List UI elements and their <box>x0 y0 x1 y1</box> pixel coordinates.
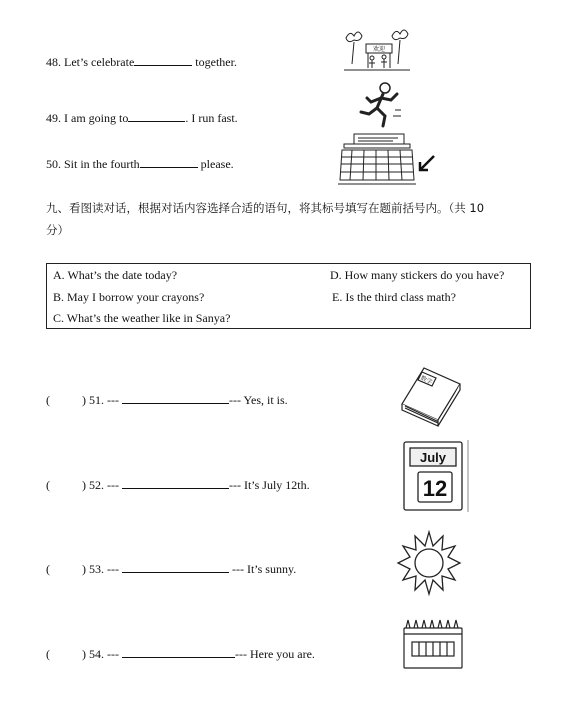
question-50 <box>46 156 234 172</box>
question-50-text: 50. Sit in the fourth <box>46 157 140 171</box>
answer-blank-48[interactable] <box>134 54 192 66</box>
question-48-tail: together. <box>192 55 237 69</box>
banner-text: 欢迎 <box>372 46 386 53</box>
dialogue-blank-53[interactable] <box>122 561 229 573</box>
book-label: 数学 <box>419 374 434 387</box>
question-50-tail: please. <box>197 157 234 171</box>
dialogue-blank-54[interactable] <box>122 646 235 658</box>
question-49-tail: . I run fast. <box>185 111 238 125</box>
option-a: A. What’s the date today? <box>53 268 178 282</box>
section-9-heading: 九、看图读对话，根据对话内容选择合适的语句，将其标号填写在题前括号内。（共 10 <box>46 201 485 215</box>
question-48-text: 48. Let’s celebrate <box>46 55 135 69</box>
question-49 <box>46 110 238 126</box>
question-49-text: 49. I am going to <box>46 111 129 125</box>
option-d: D. How many stickers do you have? <box>330 268 505 282</box>
option-c: C. What’s the weather like in Sanya? <box>53 311 231 325</box>
crayons-box-picture <box>400 618 470 670</box>
question-51-answer: --- Yes, it is. <box>228 393 288 407</box>
calendar-day: 12 <box>422 476 448 501</box>
question-52 <box>46 477 310 493</box>
answer-blank-49[interactable] <box>128 110 185 122</box>
seats-picture <box>338 132 438 186</box>
calendar-picture <box>400 438 470 514</box>
question-53 <box>46 561 296 577</box>
open-paren: ( <box>46 393 50 407</box>
question-54-num: ) 54. --- <box>82 647 119 661</box>
question-52-answer: --- It’s July 12th. <box>228 478 310 492</box>
option-b: B. May I borrow your crayons? <box>53 290 205 304</box>
section-9-heading-cont: 分） <box>46 223 69 237</box>
dialogue-blank-52[interactable] <box>122 477 229 489</box>
question-53-num: ) 53. --- <box>82 562 119 576</box>
running-man-picture <box>355 80 405 130</box>
option-e: E. Is the third class math? <box>332 290 456 304</box>
calendar-month: July <box>419 450 447 465</box>
options-box <box>46 263 531 329</box>
question-54 <box>46 646 315 662</box>
question-53-answer: --- It’s sunny. <box>231 562 297 576</box>
open-paren: ( <box>46 478 50 492</box>
math-book-picture <box>396 358 466 428</box>
question-51-num: ) 51. --- <box>82 393 119 407</box>
question-51 <box>46 392 288 408</box>
answer-blank-50[interactable] <box>140 156 198 168</box>
question-52-num: ) 52. --- <box>82 478 119 492</box>
question-54-answer: --- Here you are. <box>234 647 315 661</box>
question-48 <box>46 54 237 70</box>
open-paren: ( <box>46 562 50 576</box>
open-paren: ( <box>46 647 50 661</box>
sun-picture <box>396 530 462 596</box>
celebration-picture <box>342 24 412 74</box>
dialogue-blank-51[interactable] <box>122 392 229 404</box>
